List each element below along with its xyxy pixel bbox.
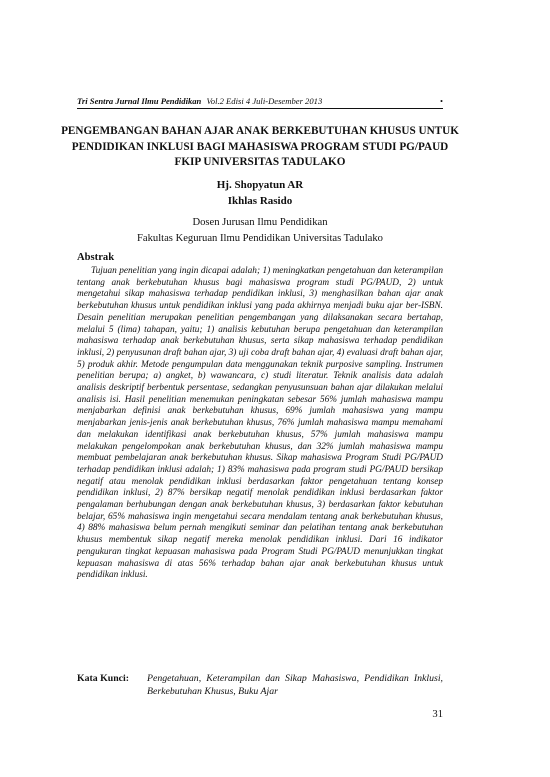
journal-name: Tri Sentra Jurnal Ilmu Pendidikan xyxy=(77,96,202,106)
page-number: 31 xyxy=(432,709,443,720)
abstract-body: Tujuan penelitian yang ingin dicapai adalah; 1) meningkatkan pengetahuan dan keterampilan tentang anak berkebutuhan khusus bagi mahasiswa program studi PG/PAUD, 2) untuk mengetahui sikap mahasiswa terhadap pendidikan inklusi, 3) menghasilkan bahan ajar anak berkebutuhan khusus untuk pendidikan inklusi yang pada akhirnya menjadi buku ajar ber-ISBN. Desain penelitian merupakan penelitian pengembangan yang dilaksanakan secara bertahap, melalui 5 (lima) tahapan, yaitu; 1) analisis kebutuhan berupa pengetahuan dan keterampilan mahasiswa terhadap anak berkebutuhan khusus, serta sikap mahasiswa terhadap pendidikan inklusi, 2) penyusunan draft bahan ajar, 3) uji coba draft bahan ajar, 4) evaluasi draft bahan ajar, 5) produk akhir. Metode pengumpulan data menggunakan teknik purposive sampling. Instrumen penelitian berupa; a) angket, b) wawancara, c) studi literatur. Teknik analisis data adalah analisis deskriptif berbentuk persentase, sedangkan penyusunsuan bahan ajar dilakukan melalui analisis isi. Hasil penelitian menemukan peningkatan sebesar 56% jumlah mahasiswa mampu menjabarkan definisi anak berkebutuhan khusus, 69% jumlah mahasiswa yang mampu menjabarkan jenis-jenis anak berkebutuhan khusus, 76% jumlah mahasiswa mampu memahami dan melakukan identifikasi anak berkebutuhan khusus, 57% jumlah mahasiswa mampu melakukan pengelompokan anak berkebutuhan khusus, dan 32% jumlah mahasiswa mampu membuat pembelajaran anak berkebutuhan khusus. Sikap mahasiswa Program Studi PG/PAUD terhadap pendidikan inklusi adalah; 1) 83% mahasiswa pada program studi PG/PAUD bersikap negatif atau menolak pendidikan inklusi berdasarkan faktor pengetahuan tentang konsep pendidikan inklusi, 2) 87% bersikap negatif menolak pendidikan inklusi berdasarkan faktor pengalaman berhubungan dengan anak berkebutuhan khusus, 3) berdasarkan faktor kebutuhan belajar, 65% mahasiswa ingin mengetahui secara mendalam tentang anak berkebutuhan khusus, 4) 88% mahasiswa belum pernah mengikuti seminar dan pelatihan tentang anak berkebutuhan khusus membentuk sikap negatif mereka menolak pendidikan inklusi. Dari 16 indikator pengukuran tingkat kepuasan mahasiswa pada Program Studi PG/PAUD menunjukkan tingkat kepuasan mahasiswa di atas 56% terhadap bahan ajar anak berkebutuhan khusus untuk pendidikan inklusi. xyxy=(77,266,443,581)
author-list xyxy=(77,177,443,209)
header-divider xyxy=(77,108,443,109)
abstract-heading: Abstrak xyxy=(77,252,115,263)
keywords-text: Pengetahuan, Keterampilan dan Sikap Mahasiswa, Pendidikan Inklusi, Berkebutuhan Khusus, Buku Ajar xyxy=(147,673,443,697)
paper-title: PENGEMBANGAN BAHAN AJAR ANAK BERKEBUTUHAN KHUSUS UNTUK PENDIDIKAN INKLUSI BAGI MAHASISWA PROGRAM STUDI PG/PAUD FKIP UNIVERSITAS TADULAKO xyxy=(61,125,459,168)
keywords-label: Kata Kunci: xyxy=(77,673,129,684)
keywords xyxy=(77,672,443,698)
running-header xyxy=(77,96,443,107)
affiliation-department: Dosen Jurusan Ilmu Pendidikan xyxy=(192,217,328,228)
header-bullet: • xyxy=(439,96,443,106)
affiliation-faculty: Fakultas Keguruan Ilmu Pendidikan Universitas Tadulako xyxy=(137,233,383,244)
author-affiliation xyxy=(77,215,443,247)
journal-issue: Vol.2 Edisi 4 Juli-Desember 2013 xyxy=(206,96,323,106)
author-name: Hj. Shopyatun AR xyxy=(216,179,304,191)
author-name: Ikhlas Rasido xyxy=(227,195,293,207)
